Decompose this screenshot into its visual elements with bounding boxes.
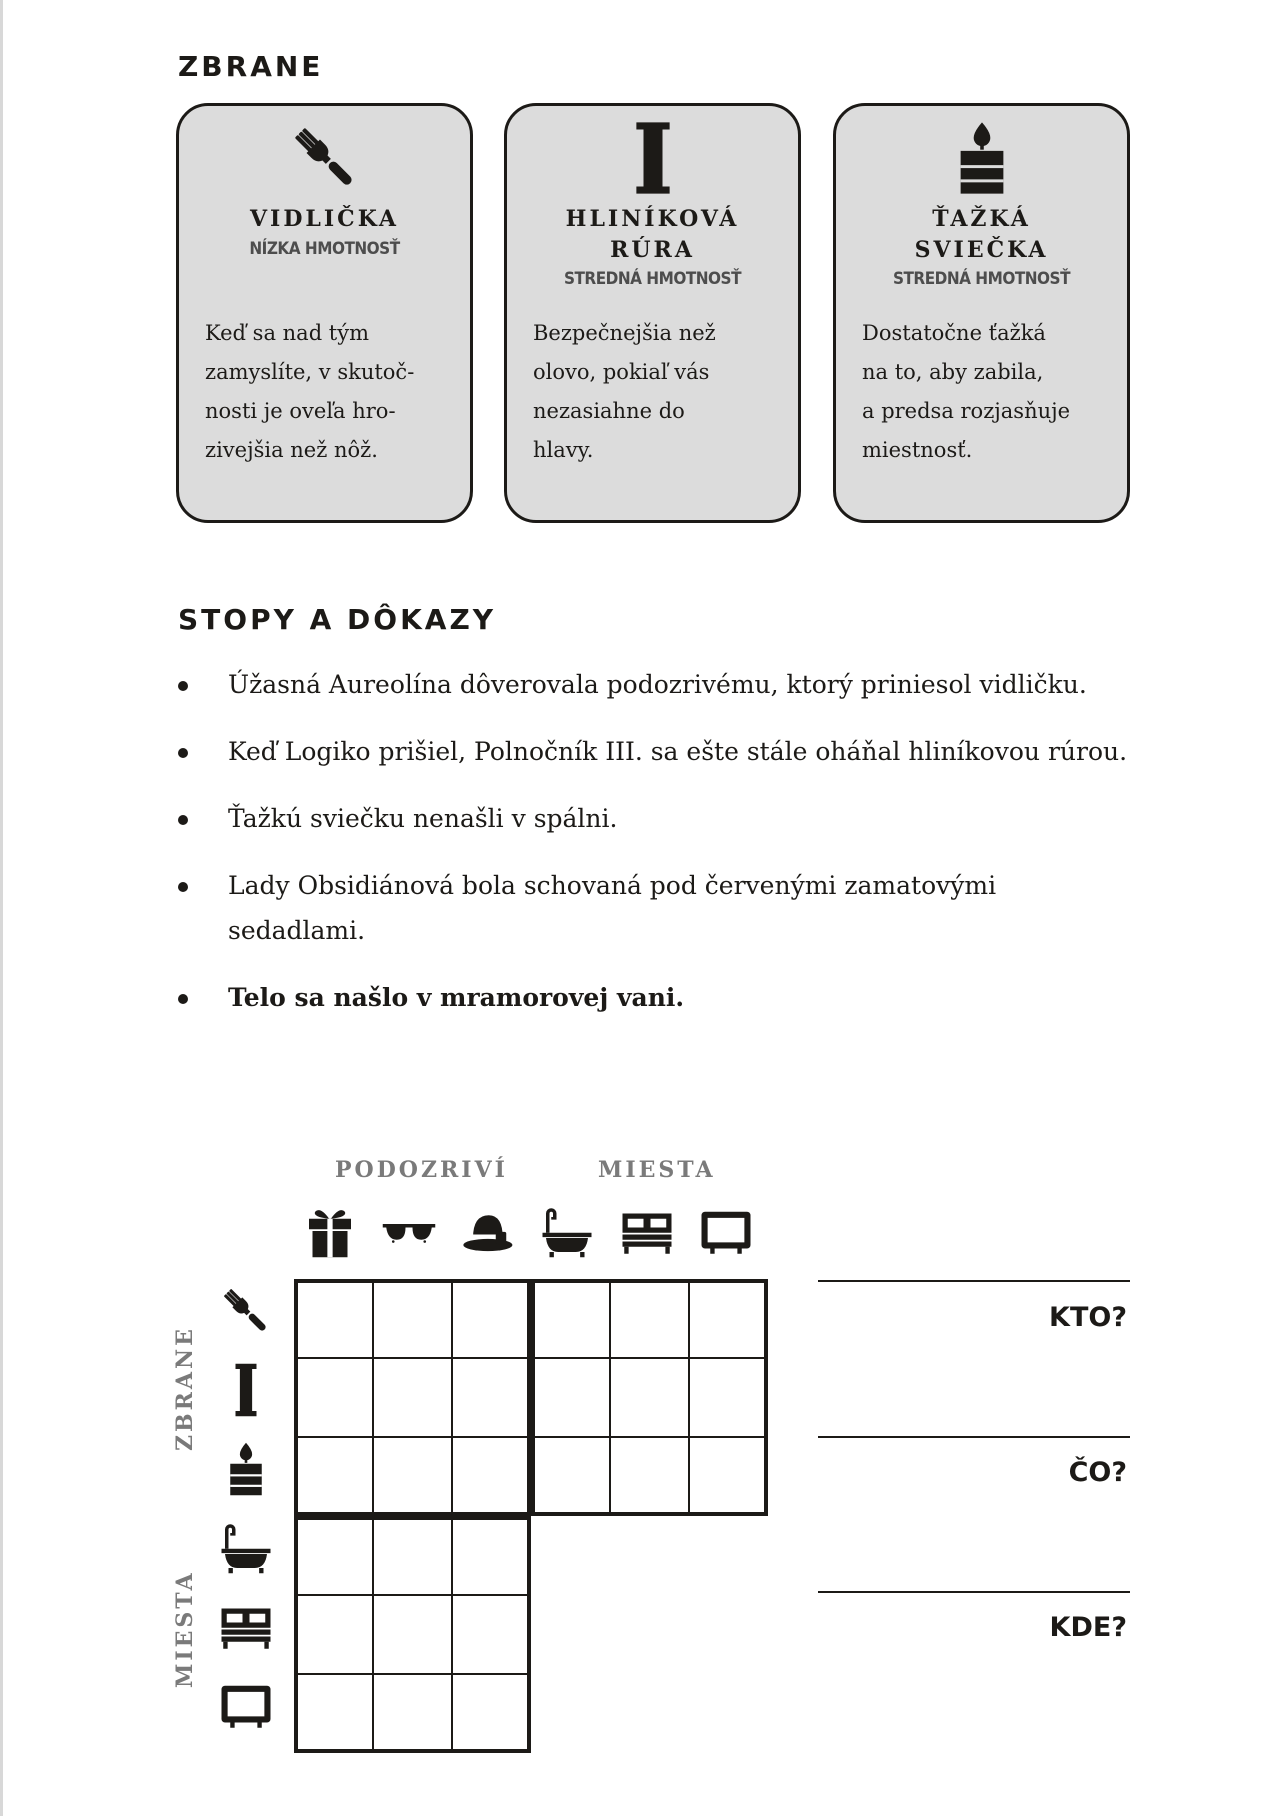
places-row-label: MIESTA [172,1570,198,1688]
bullet [178,882,188,892]
clue-item [178,729,1128,774]
who-answer-line[interactable] [818,1280,1130,1282]
suspects-column-label: PODOZRIVÍ [335,1157,508,1183]
grid-cell[interactable] [452,1358,531,1437]
tv-icon [698,1203,754,1259]
card-mass: STREDNÁ HMOTNOSŤ [563,269,742,289]
card-description: Keď sa nad tým zamyslíte, v skutoč- nosti je oveľa hro- zivejšia než nôž. [205,321,415,462]
weapons-title: ZBRANE [178,50,324,83]
bullet [178,994,188,1004]
grid-cell[interactable] [294,1674,373,1753]
clue-item [178,662,1128,707]
gift-box-icon [302,1203,358,1259]
weapons-row-label: ZBRANE [172,1326,198,1451]
sunglasses-icon [381,1203,437,1259]
grid-cell[interactable] [294,1279,373,1358]
grid-cell[interactable] [452,1516,531,1595]
fork-icon [218,1283,274,1339]
bathtub-icon [539,1203,595,1259]
fork-icon [179,120,470,196]
pipe-icon [507,120,798,196]
grid-cell[interactable] [610,1279,689,1358]
grid-cell[interactable] [689,1358,768,1437]
bathtub-icon [218,1519,274,1575]
clue-text: Keď Logiko prišiel, Polnočník III. sa ešte stále oháňal hliníkovou rúrou. [228,737,1128,766]
bed-icon [619,1203,675,1259]
grid-cell[interactable] [294,1516,373,1595]
weapon-card-fork [176,103,473,523]
grid-cell[interactable] [531,1279,610,1358]
clue-item [178,863,1128,953]
hat-icon [459,1203,515,1259]
tv-icon [218,1677,274,1733]
weapon-card-pipe [504,103,801,523]
bed-icon [218,1598,274,1654]
grid-cell[interactable] [689,1437,768,1516]
where-answer-line[interactable] [818,1591,1130,1593]
clue-list [178,662,1128,1042]
grid-cell[interactable] [452,1595,531,1674]
who-label: KTO? [1049,1302,1127,1333]
where-label: KDE? [1049,1612,1127,1643]
card-name: HLINÍKOVÁ RÚRA [565,206,740,263]
clues-title: STOPY A DÔKAZY [178,603,497,636]
grid-cell[interactable] [531,1437,610,1516]
grid-cell[interactable] [610,1358,689,1437]
card-mass: STREDNÁ HMOTNOSŤ [892,269,1071,289]
pipe-icon [218,1362,274,1418]
clue-item-key [178,975,1128,1020]
what-label: ČO? [1068,1457,1127,1488]
card-description: Bezpečnejšia než olovo, pokiaľ vás nezasiahne do hlavy. [533,321,716,462]
clue-item [178,796,1128,841]
card-name: ŤAŽKÁ SVIEČKA [914,206,1049,263]
grid-cell[interactable] [452,1437,531,1516]
grid-cell[interactable] [452,1674,531,1753]
clue-text: Lady Obsidiánová bola schovaná pod červenými zamatovými sedadlami. [228,871,997,945]
grid-cell[interactable] [373,1674,452,1753]
bullet [178,748,188,758]
grid-cell[interactable] [689,1279,768,1358]
clue-text: Ťažkú sviečku nenašli v spálni. [228,804,618,833]
grid-cell[interactable] [294,1358,373,1437]
grid-cell[interactable] [373,1358,452,1437]
card-description: Dostatočne ťažká na to, aby zabila, a predsa rozjasňuje miestnosť. [862,321,1071,462]
page-edge [0,0,3,1816]
card-mass: NÍZKA HMOTNOSŤ [249,239,400,259]
grid-cell[interactable] [373,1279,452,1358]
grid-cell[interactable] [373,1437,452,1516]
weapon-card-candle [833,103,1130,523]
grid-cell[interactable] [294,1595,373,1674]
card-name: VIDLIČKA [249,206,399,232]
grid-cell[interactable] [294,1437,373,1516]
candle-icon [836,120,1127,196]
bullet [178,815,188,825]
grid-cell[interactable] [373,1516,452,1595]
grid-cell[interactable] [373,1595,452,1674]
places-column-label: MIESTA [598,1157,716,1183]
grid-cell[interactable] [531,1358,610,1437]
clue-text: Úžasná Aureolína dôverovala podozrivému, ktorý priniesol vidličku. [228,670,1087,699]
clue-text: Telo sa našlo v mramorovej vani. [228,983,685,1012]
grid-cell[interactable] [452,1279,531,1358]
candle-icon [218,1441,274,1497]
what-answer-line[interactable] [818,1436,1130,1438]
bullet [178,681,188,691]
grid-cell[interactable] [610,1437,689,1516]
